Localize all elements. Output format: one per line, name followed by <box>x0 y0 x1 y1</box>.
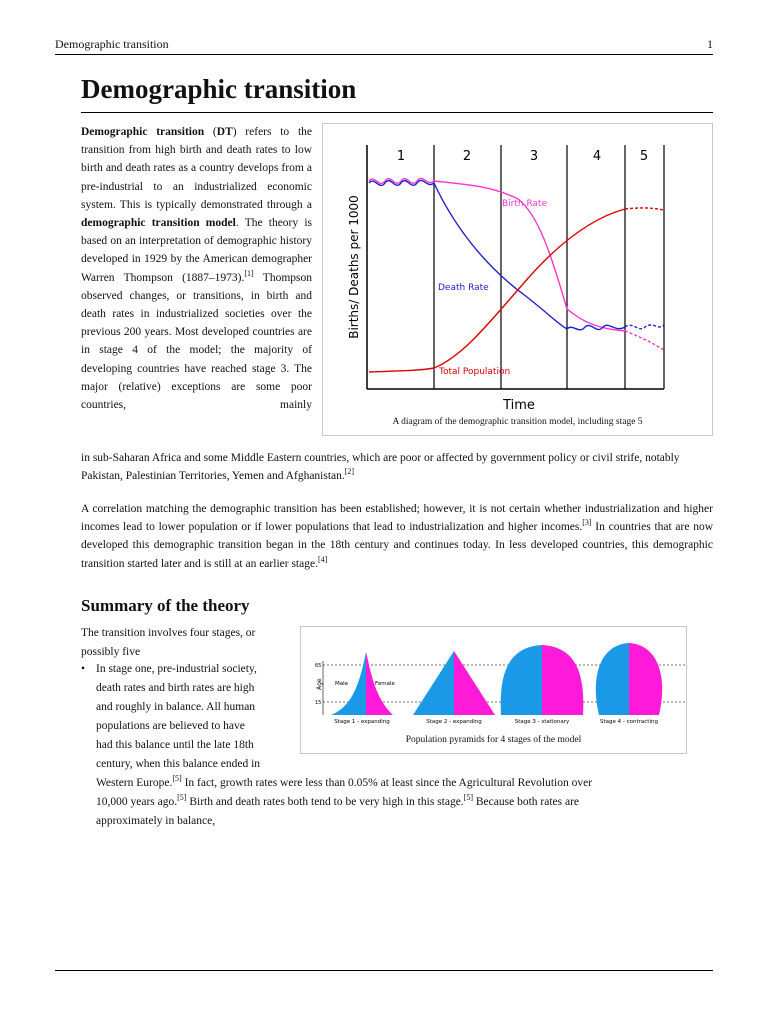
tick-65: 65 <box>315 663 322 669</box>
figure-2-caption: Population pyramids for 4 stages of the model <box>405 735 582 745</box>
ref-5[interactable]: [5] <box>172 774 182 784</box>
bullet-line: In stage one, pre-industrial society, <box>96 663 257 675</box>
stage-number: 4 <box>592 149 602 164</box>
bullet-line: had this balance until the late 18th <box>96 739 254 751</box>
stages-list <box>81 660 713 831</box>
intro-text-c: . The theory is based on an interpretation of demographic history developed in 1929 by the American demographer Warren Thompson (1887–1973). <box>81 217 312 284</box>
birth-rate-line <box>369 178 625 331</box>
intro-text-a: refers to the transition from high birth and death rates to low birth and death rates as a country develops from a pre-industrial to an industrialized economic system. This is typically demonstrated through a <box>81 126 312 211</box>
section-heading: Summary of the theory <box>81 596 250 615</box>
header-rule <box>55 54 713 55</box>
female-label: Female <box>375 681 395 687</box>
page-title: Demographic transition <box>81 74 357 104</box>
stage-label: Stage 4 - contracting <box>600 719 658 725</box>
ref-3[interactable]: [3] <box>582 518 592 528</box>
para2-text-a: A correlation matching the demographic transition has been established; however, it is not certain whether industrialization and higher incomes lead to lower population or if lower populations that lead to industrialization and higher incomes. <box>81 503 713 534</box>
ref-5[interactable]: [5] <box>463 793 473 803</box>
running-title: Demographic transition <box>55 37 169 51</box>
age-axis-label: Age <box>316 678 323 690</box>
bullet-dot: • <box>81 663 86 675</box>
bullet-line: populations are believed to have <box>96 720 245 732</box>
bullet-text: 10,000 years ago. <box>96 796 178 808</box>
ref-4[interactable]: [4] <box>317 554 328 564</box>
bullet-text: In fact, growth rates were less than 0.05% at least since the Agricultural Revolution over <box>181 777 593 789</box>
ref-2[interactable]: [2] <box>344 467 355 477</box>
population-label: Total Population <box>439 367 511 377</box>
bullet-line: death rates and birth rates are high <box>96 682 255 694</box>
intro-continuation-text <box>81 449 713 485</box>
intro-column <box>81 123 312 414</box>
stage-number: 5 <box>639 149 649 164</box>
stage-label: Stage 3 - stationary <box>514 719 570 725</box>
bullet-line <box>96 774 713 793</box>
para2-text-b: In countries that are now developed this demographic transition began in the 18th century and continues today. In less developed countries, this demographic transition started later and is still at an earlier stage. <box>81 521 713 570</box>
stage-label: Stage 1 - expanding <box>334 719 390 725</box>
intro-text-d: Thompson observed changes, or transitions, in birth and death rates in industrialized societies over the previous 200 years. Most developed countries are in stage 4 of the model; the majority of developing countries have reached stage 3. The major (relative) exceptions are some poor countries, mainly <box>81 271 312 412</box>
term-bold: Demographic transition <box>81 126 205 138</box>
death-rate-label: Death Rate <box>438 283 489 293</box>
summary-intro-line: The transition involves four stages, or <box>81 627 256 639</box>
bullet-text: Western Europe. <box>96 777 173 789</box>
birth-rate-label: Birth Rate <box>502 199 548 209</box>
ref-5[interactable]: [5] <box>177 793 187 803</box>
y-axis-label: Births/ Deaths per 1000 <box>347 195 361 339</box>
intro-text-e: in sub-Saharan Africa and some Middle Eastern countries, which are poor or affected by government policy or civil strife, notably Pakistan, Palestinian Territories, Yemen and Afghanistan. <box>81 452 680 483</box>
correlation-paragraph <box>81 500 713 573</box>
summary-intro <box>81 624 296 662</box>
page-number: 1 <box>707 37 713 51</box>
death-rate-line-dashed <box>625 325 664 329</box>
stage-number: 2 <box>462 149 472 164</box>
population-line-dashed <box>625 208 664 210</box>
male-label: Male <box>335 681 349 687</box>
bullet-text: Because both rates are <box>473 796 580 808</box>
transition-chart <box>323 124 714 437</box>
stage-number: 3 <box>529 149 539 164</box>
death-rate-line <box>369 180 625 329</box>
bullet-text: Birth and death rates both tend to be very high in this stage. <box>186 796 464 808</box>
bullet-line: and roughly in balance. All human <box>96 701 256 713</box>
transition-figure <box>322 123 713 436</box>
tick-15: 15 <box>315 700 322 706</box>
intro-continuation <box>81 449 713 485</box>
birth-rate-line-dashed <box>625 331 664 350</box>
bullet-line <box>96 793 713 812</box>
stage-number: 1 <box>396 149 406 164</box>
model-link[interactable]: demographic transition model <box>81 217 236 230</box>
correlation-text <box>81 500 713 573</box>
population-line <box>369 209 625 372</box>
abbr-bold: DT <box>216 126 233 138</box>
footer-rule <box>55 970 713 971</box>
x-axis-label: Time <box>503 398 535 413</box>
bullet-line: approximately in balance, <box>96 815 216 827</box>
stage-label: Stage 2 - expanding <box>426 719 482 725</box>
bullet-line: century, when this balance ended in <box>96 758 261 770</box>
intro-paragraph: Demographic transition (DT) refers to the transition from high birth and death rates to low birth and death rates as a country develops from a pre-industrial to an industrialized economic system. This is typically demonstrated through a demographic transition model. The theory is based on an interpretation of demographic history developed in 1929 by the American demographer Warren Thompson (1887–1973).[1] Thompson observed changes, or transitions, in birth and death rates in industrialized societies over the previous 200 years. Most developed countries are in stage 4 of the model; the majority of developing countries have reached stage 3. The major (relative) exceptions are some poor countries, mainly <box>81 126 312 412</box>
title-rule <box>81 112 713 113</box>
ref-1[interactable]: [1] <box>244 268 254 278</box>
list-item <box>81 660 713 831</box>
summary-intro-line: possibly five <box>81 646 141 658</box>
figure-1-caption: A diagram of the demographic transition model, including stage 5 <box>392 417 643 427</box>
